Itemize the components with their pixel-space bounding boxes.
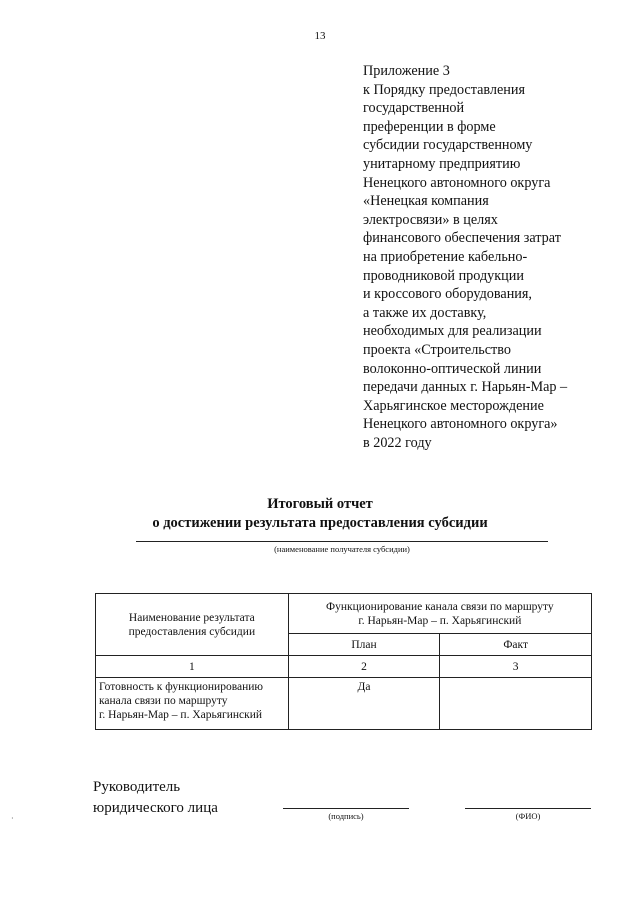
appendix-line: передачи данных г. Нарьян-Мар – bbox=[363, 379, 568, 396]
title-line-2: о достижении результата предоставления субсидии bbox=[152, 515, 488, 531]
appendix-line: унитарному предприятию bbox=[363, 155, 521, 172]
appendix-line: а также их доставку, bbox=[363, 304, 487, 321]
table-number-row bbox=[96, 656, 592, 678]
appendix-line: финансового обеспечения затрат bbox=[363, 230, 561, 247]
recipient-name-line bbox=[136, 541, 548, 542]
document-title bbox=[0, 495, 640, 533]
appendix-line: «Ненецкая компания bbox=[363, 193, 489, 210]
signature-caption: (подпись) bbox=[328, 811, 364, 821]
appendix-line: Ненецкого автономного округа bbox=[363, 174, 551, 191]
recipient-caption: (наименование получателя субсидии) bbox=[274, 544, 410, 554]
page-number: 13 bbox=[314, 30, 326, 42]
signatory-label: Руководитель юридического лица bbox=[93, 779, 218, 816]
channel-header: Функционирование канала связи по маршруту г. Нарьян-Мар – п. Харьягинский bbox=[288, 594, 591, 634]
appendix-line: проекта «Строительство bbox=[363, 341, 511, 358]
appendix-line: Приложение 3 bbox=[363, 63, 450, 79]
appendix-line: Ненецкого автономного округа» bbox=[363, 416, 558, 433]
table-row bbox=[96, 678, 592, 730]
appendix-line: необходимых для реализации bbox=[363, 323, 542, 340]
appendix-line: проводниковой продукции bbox=[363, 267, 524, 284]
appendix-header bbox=[363, 62, 633, 452]
appendix-line: государственной bbox=[363, 100, 465, 117]
column-number: 1 bbox=[96, 656, 289, 678]
appendix-line: в 2022 году bbox=[363, 434, 432, 451]
plan-value-cell: Да bbox=[288, 678, 440, 730]
column-number: 2 bbox=[288, 656, 440, 678]
full-name-line bbox=[465, 808, 591, 809]
signature-line bbox=[283, 808, 409, 809]
appendix-line: на приобретение кабельно- bbox=[363, 248, 528, 265]
result-name-header: Наименование результата предоставления субсидии bbox=[96, 594, 289, 656]
appendix-line: волоконно-оптической линии bbox=[363, 360, 542, 377]
appendix-line: преференции в форме bbox=[363, 118, 496, 135]
plan-header: План bbox=[288, 634, 440, 656]
table-header-row bbox=[96, 594, 592, 634]
full-name-caption: (ФИО) bbox=[515, 811, 541, 821]
margin-mark: · bbox=[11, 814, 14, 823]
result-name-cell: Готовность к функционированию канала связи по маршруту г. Нарьян-Мар – п. Харьягинский bbox=[96, 678, 289, 730]
appendix-line: субсидии государственному bbox=[363, 137, 533, 154]
title-line-1: Итоговый отчет bbox=[267, 496, 373, 512]
result-table bbox=[95, 593, 592, 730]
appendix-line: к Порядку предоставления bbox=[363, 81, 525, 98]
appendix-line: электросвязи» в целях bbox=[363, 211, 498, 228]
fact-header: Факт bbox=[440, 634, 592, 656]
column-number: 3 bbox=[440, 656, 592, 678]
appendix-line: Харьягинское месторождение bbox=[363, 397, 544, 414]
appendix-line: и кроссового оборудования, bbox=[363, 286, 532, 303]
fact-value-cell bbox=[440, 678, 592, 730]
